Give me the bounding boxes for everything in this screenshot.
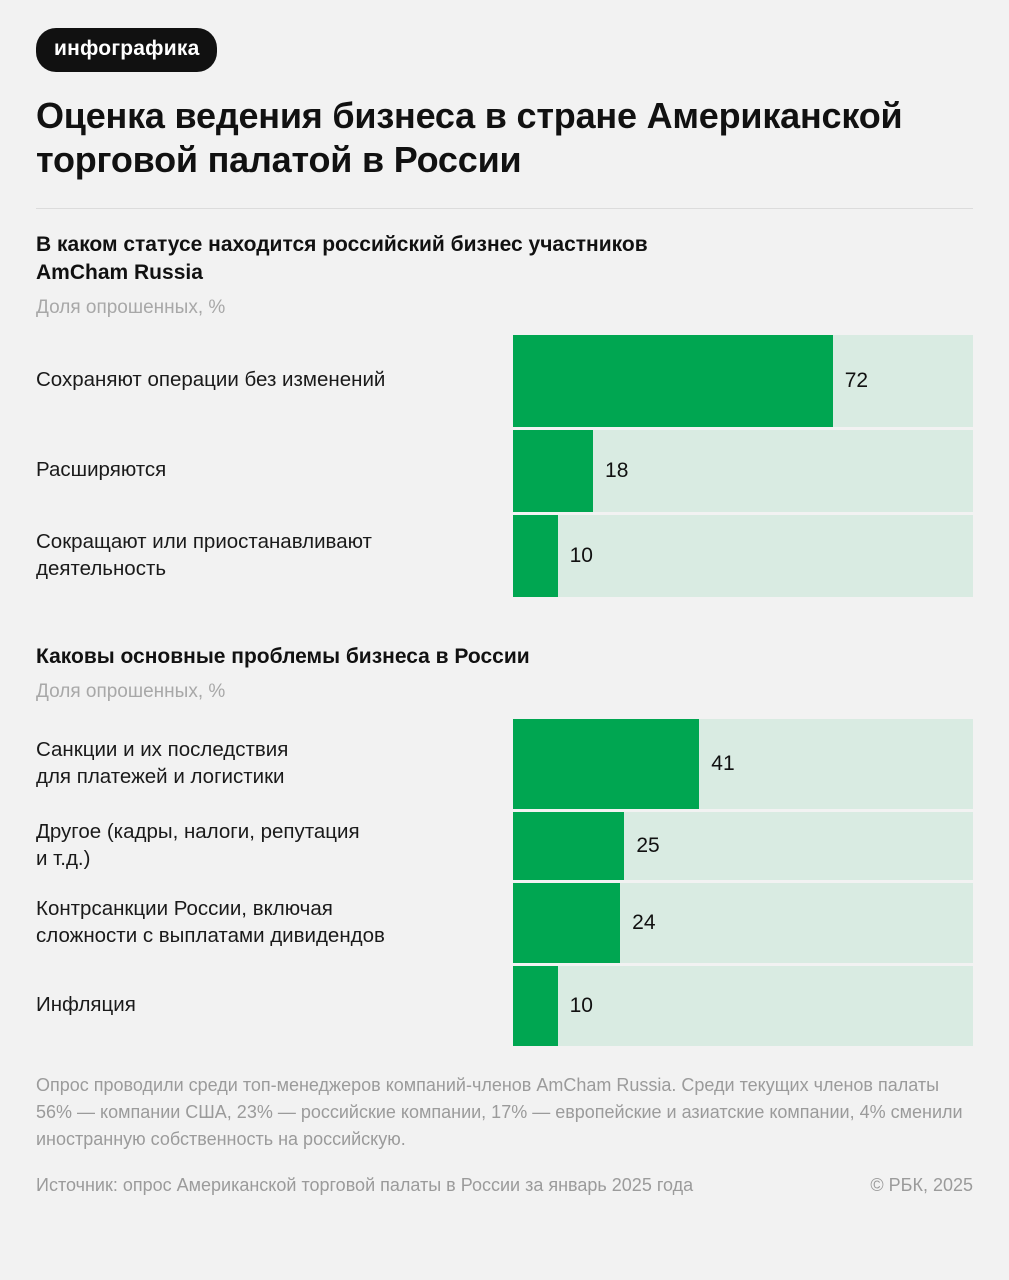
- bar-track: [513, 719, 973, 809]
- bar-fill: [513, 719, 699, 809]
- chart-row: [36, 966, 973, 1046]
- bar-label-line2: сложности с выплатами дивидендов: [36, 923, 385, 947]
- bar-label-line1: Сохраняют операции без изменений: [36, 368, 386, 392]
- bar-fill: [513, 430, 593, 512]
- bar-track: [513, 812, 973, 880]
- bar-label-line1: Сокращают или приостанавливают: [36, 530, 372, 554]
- category-badge: инфографика: [36, 28, 217, 72]
- source-note: Источник: опрос Американской торговой палаты в России за январь 2025 года: [36, 1174, 694, 1195]
- chart-row: [36, 883, 973, 963]
- bar-label: [36, 883, 513, 963]
- section-2-title: Каковы основные проблемы бизнеса в России: [36, 644, 530, 668]
- bar-value: 18: [605, 458, 629, 482]
- section-2-subtitle: Доля опрошенных, %: [36, 680, 226, 702]
- bar-label-line1: Санкции и их последствия: [36, 737, 289, 761]
- bar-track: [513, 430, 973, 512]
- bar-label: [36, 812, 513, 880]
- bar-label: [36, 719, 513, 809]
- bar-label-line2: для платежей и логистики: [36, 764, 285, 788]
- bar-label-line2: и т.д.): [36, 846, 91, 870]
- bar-label: [36, 515, 513, 597]
- section-business-problems: [36, 643, 973, 1046]
- methodology-note: Опрос проводили среди топ-менеджеров компаний-членов AmCham Russia. Среди текущих членов палаты 56% — компании США, 23% — российские компании, 17% — европейские и азиатские компании, 4% сменили иностранную собственность на российскую.: [36, 1074, 963, 1149]
- bar-track: [513, 883, 973, 963]
- bar-value: 24: [632, 910, 656, 934]
- bar-fill: [513, 966, 558, 1046]
- chart-row: [36, 430, 973, 512]
- bar-label-line1: Инфляция: [36, 993, 136, 1017]
- title-divider: [36, 208, 973, 209]
- chart-row: [36, 335, 973, 427]
- bar-value: 72: [844, 368, 869, 392]
- bar-fill: [513, 515, 558, 597]
- bar-track: [513, 335, 973, 427]
- bar-fill: [513, 812, 624, 880]
- chart-business-status: [36, 335, 973, 597]
- chart-row: [36, 515, 973, 597]
- copyright-note: © РБК, 2025: [870, 1174, 973, 1195]
- bar-track: [513, 515, 973, 597]
- chart-business-problems: [36, 719, 973, 1046]
- bar-label: [36, 966, 513, 1046]
- bar-fill: [513, 335, 833, 427]
- bar-label-line1: Расширяются: [36, 458, 167, 482]
- bar-value: 10: [569, 543, 593, 567]
- bar-label-line1: Контрсанкции России, включая: [36, 896, 333, 920]
- footer: [36, 1175, 973, 1196]
- bar-label-line1: Другое (кадры, налоги, репутация: [36, 819, 360, 843]
- bar-value: 41: [711, 751, 735, 775]
- bar-label: [36, 335, 513, 427]
- section-business-status: [36, 231, 973, 597]
- bar-fill: [513, 883, 620, 963]
- section-1-title: В каком статусе находится российский бизнес участников AmCham Russia: [36, 232, 648, 284]
- chart-row: [36, 719, 973, 809]
- bar-value: 10: [569, 993, 593, 1017]
- bar-label: [36, 430, 513, 512]
- bar-track: [513, 966, 973, 1046]
- chart-row: [36, 812, 973, 880]
- bar-label-line2: деятельность: [36, 556, 167, 580]
- page-title: Оценка ведения бизнеса в стране Американской торговой палатой в России: [36, 95, 903, 180]
- bar-value: 25: [636, 833, 660, 857]
- section-1-subtitle: Доля опрошенных, %: [36, 296, 226, 318]
